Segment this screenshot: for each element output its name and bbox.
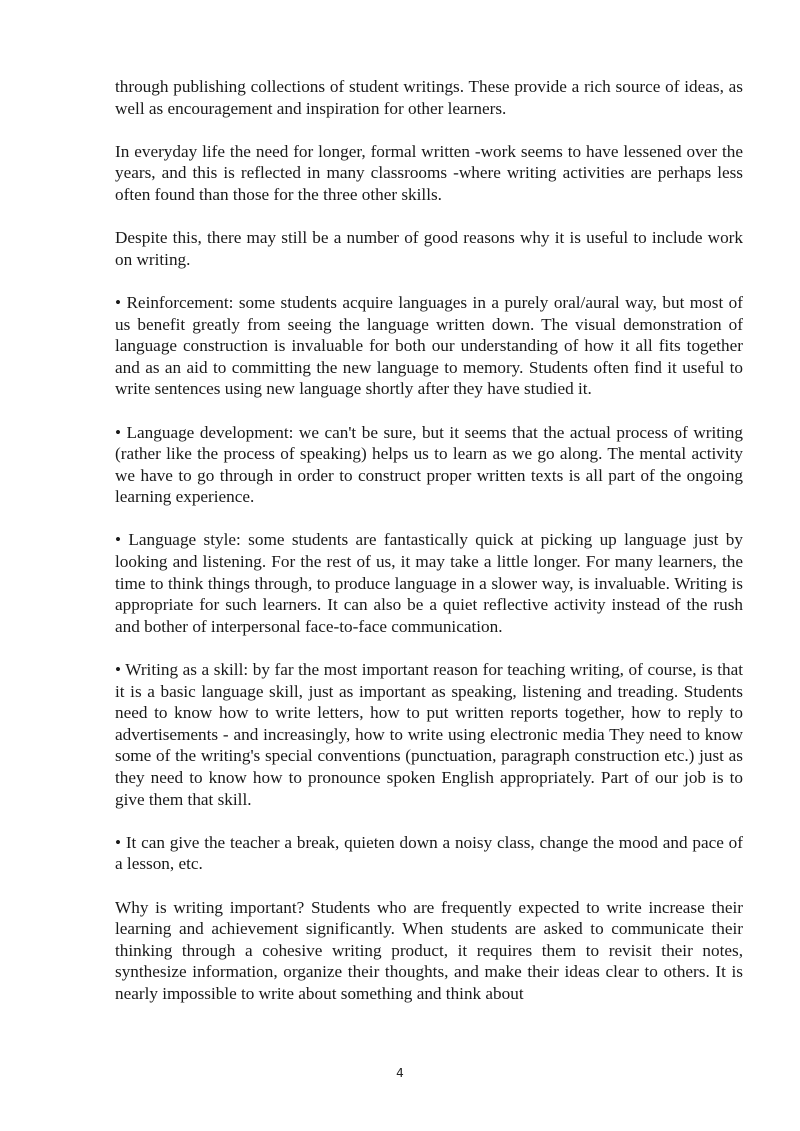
paragraph-despite-this: Despite this, there may still be a number of good reasons why it is useful to include work on writing.	[115, 228, 743, 269]
bullet-writing-as-skill: • Writing as a skill: by far the most important reason for teaching writing, of course, is that it is a basic language skill, just as important as speaking, listening and treading. Students need to know how to write letters, how to put written reports together, how to reply to advertisements - and increasingly, how to write using electronic media They need to know some of the writing's special conventions (punctuation, paragraph construction etc.) just as they need to know how to pronounce spoken English appropriately. Part of our job is to give them that skill.	[115, 660, 743, 809]
page-number: 4	[396, 1066, 404, 1080]
paragraph-why-writing-important: Why is writing important? Students who are frequently expected to write increase their learning and achievement significantly. When students are asked to communicate their thinking through a cohesive writing product, it requires them to revisit their notes, synthesize information, organize their thoughts, and make their ideas clear to others. It is nearly impossible to write about something and think about	[115, 897, 743, 1003]
bullet-reinforcement: • Reinforcement: some students acquire languages in a purely oral/aural way, but most of us benefit greatly from seeing the language written down. The visual demonstration of language construction is invaluable for both our understanding of how it all fits together and as an aid to committing the new language to memory. Students often find it useful to write sentences using new language shortly after they have studied it.	[115, 292, 743, 399]
bullet-teacher-break: • It can give the teacher a break, quieten down a noisy class, change the mood and pace of a lesson, etc.	[115, 832, 743, 874]
paragraph-continuation: through publishing collections of student writings. These provide a rich source of ideas, as well as encouragement and inspiration for other learners.	[115, 77, 743, 118]
body-text	[115, 76, 743, 1026]
bullet-language-style: • Language style: some students are fantastically quick at picking up language just by looking and listening. For the rest of us, it may take a little longer. For many learners, the time to think things through, to produce language in a slower way, is invaluable. Writing is appropriate for such learners. It can also be a quiet reflective activity instead of the rush and bother of interpersonal face-to-face communication.	[115, 530, 743, 636]
paragraph-everyday-life: In everyday life the need for longer, formal written -work seems to have lessened over the years, and this is reflected in many classrooms -where writing activities are perhaps less often found than those for the three other skills.	[115, 141, 743, 204]
bullet-language-development: • Language development: we can't be sure, but it seems that the actual process of writing (rather like the process of speaking) helps us to learn as we go along. The mental activity we have to go through in order to construct proper written texts is all part of the ongoing learning experience.	[115, 422, 743, 507]
